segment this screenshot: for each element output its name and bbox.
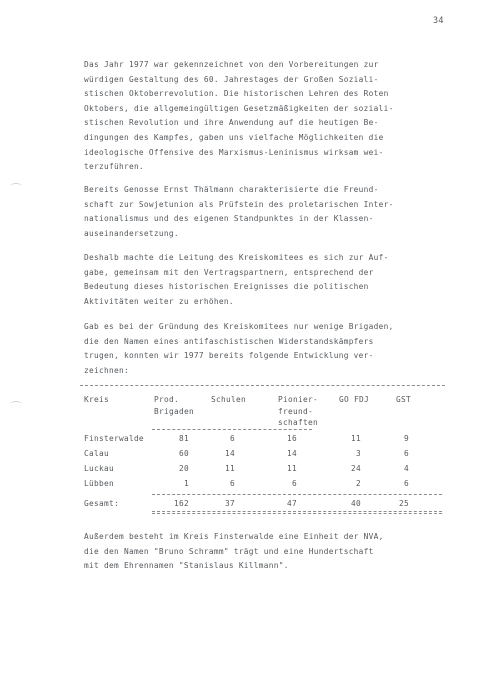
text-line: Bereits Genosse Ernst Thälmann charakterisierte die Freund- xyxy=(84,185,379,194)
cell-gst: 6 xyxy=(404,449,409,458)
text-line: die den Namen "Bruno Schramm" trägt und eine Hundertschaft xyxy=(84,546,374,556)
cell-fdj: 3 xyxy=(356,449,361,458)
cell-pionier: 6 xyxy=(292,479,297,488)
header-kreis: Kreis xyxy=(84,395,109,404)
text-line: terzuführen. xyxy=(84,162,144,172)
table-top-rule xyxy=(80,385,445,386)
text-line: schaft zur Sowjetunion als Prüfstein des proletarischen Inter- xyxy=(84,199,394,209)
text-line: dingungen des Kampfes, gaben uns vielfache Möglichkeiten die xyxy=(84,132,384,142)
cell-fdj: 2 xyxy=(356,479,361,488)
paragraph-kreiskomitee xyxy=(84,251,456,309)
total-double-rule xyxy=(152,511,442,514)
cell-prod: 20 xyxy=(179,464,189,473)
cell-total-fdj: 40 xyxy=(351,499,361,508)
paragraph-nva xyxy=(84,530,456,574)
cell-total-schulen: 37 xyxy=(225,499,235,508)
cell-gst: 6 xyxy=(404,479,409,488)
cell-fdj: 11 xyxy=(351,434,361,443)
header-schulen: Schulen xyxy=(211,395,246,404)
cell-pionier: 14 xyxy=(287,449,297,458)
cell-prod: 60 xyxy=(179,449,189,458)
paragraph-oktober xyxy=(84,58,456,175)
text-line: ideologische Offensive des Marxismus-Leninismus wirksam wei- xyxy=(84,147,384,157)
cell-total-prod: 162 xyxy=(174,499,189,508)
header-line: Pionier- xyxy=(278,395,318,404)
text-line: Oktobers, die allgemeingültigen Gesetzmäßigkeiten der soziali- xyxy=(84,103,394,113)
paragraph-brigaden xyxy=(84,320,456,378)
cell-total-label: Gesamt: xyxy=(84,499,119,508)
text-line: nationalismus und des eigenen Standpunktes in der Klassen- xyxy=(84,214,374,224)
cell-pionier: 11 xyxy=(287,464,297,473)
page-number: 34 xyxy=(433,16,444,26)
margin-mark xyxy=(10,183,22,190)
text-line: zeichnen: xyxy=(84,365,129,375)
text-line: Gab es bei der Gründung des Kreiskomitees nur wenige Brigaden, xyxy=(84,322,394,331)
header-gst: GST xyxy=(396,395,411,404)
cell-schulen: 6 xyxy=(230,479,235,488)
header-line: freund- xyxy=(278,406,313,416)
cell-fdj: 24 xyxy=(351,464,361,473)
text-line: stischen Oktoberrevolution. Die historischen Lehren des Roten xyxy=(84,89,389,99)
cell-kreis: Lübben xyxy=(84,479,114,488)
text-line: würdigen Gestaltung des 60. Jahrestages der Großen Soziali- xyxy=(84,74,379,84)
text-line: gabe, gemeinsam mit den Vertragspartnern, entsprechend der xyxy=(84,267,374,277)
text-line: Bedeutung dieses historischen Ereignisses die politischen xyxy=(84,282,369,292)
text-line: auseinandersetzung. xyxy=(84,228,179,238)
cell-gst: 4 xyxy=(404,464,409,473)
text-line: Das Jahr 1977 war gekennzeichnet von den Vorbereitungen zur xyxy=(84,60,379,69)
header-line: Prod. xyxy=(154,395,179,404)
text-line: mit dem Ehrennamen "Stanislaus Killmann". xyxy=(84,561,289,571)
paragraph-thaelmann xyxy=(84,183,456,241)
cell-kreis: Finsterwalde xyxy=(84,434,144,443)
text-line: Außerdem besteht im Kreis Finsterwalde eine Einheit der NVA, xyxy=(84,532,384,541)
header-line: schaften xyxy=(278,418,318,427)
header-under-rule xyxy=(152,429,312,430)
header-go-fdj: GO FDJ xyxy=(339,395,369,404)
cell-total-gst: 25 xyxy=(399,499,409,508)
cell-prod: 81 xyxy=(179,434,189,443)
cell-pionier: 16 xyxy=(287,434,297,443)
cell-total-pionier: 47 xyxy=(287,499,297,508)
cell-schulen: 14 xyxy=(225,449,235,458)
cell-kreis: Calau xyxy=(84,449,109,458)
cell-prod: 1 xyxy=(184,479,189,488)
text-line: die den Namen eines antifaschistischen Widerstandskämpfers xyxy=(84,336,374,346)
margin-mark xyxy=(10,401,22,408)
text-line: Aktivitäten weiter zu erhöhen. xyxy=(84,296,234,306)
header-prod-brigaden xyxy=(154,394,194,417)
cell-gst: 9 xyxy=(404,434,409,443)
cell-schulen: 6 xyxy=(230,434,235,443)
header-line: Brigaden xyxy=(154,406,194,416)
text-line: stischen Revolution und ihre Anwendung auf die heutigen Be- xyxy=(84,118,379,128)
text-line: trugen, konnten wir 1977 bereits folgende Entwicklung ver- xyxy=(84,351,374,361)
cell-schulen: 11 xyxy=(225,464,235,473)
cell-kreis: Luckau xyxy=(84,464,114,473)
text-line: Deshalb machte die Leitung des Kreiskomitees es sich zur Auf- xyxy=(84,253,389,262)
total-rule xyxy=(152,494,442,495)
header-pionierfreundschaften xyxy=(278,394,318,429)
